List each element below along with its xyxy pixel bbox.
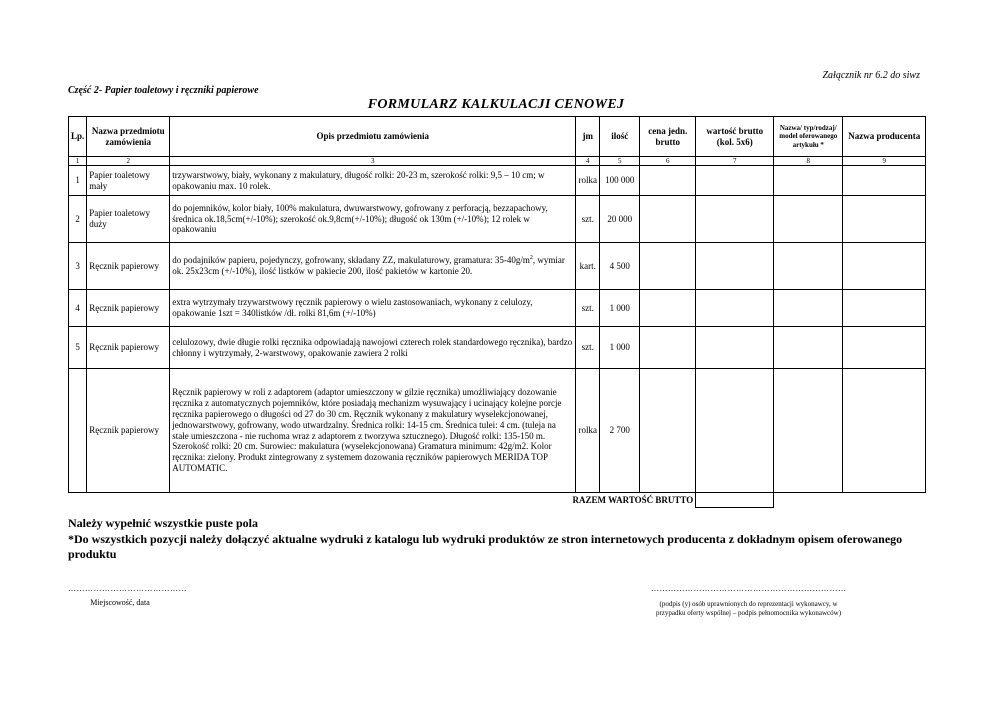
- table-row: [69, 196, 926, 243]
- gross-value-cell[interactable]: [696, 327, 774, 369]
- producer-cell[interactable]: [843, 166, 926, 196]
- unit-price-cell[interactable]: [640, 166, 696, 196]
- row-unit: szt.: [576, 290, 600, 327]
- description-text: do podajników papieru, pojedynczy, gofrowany, składany ZZ, makulaturowy, gramatura: 35-40g/m: [172, 255, 530, 266]
- header-quantity: ilość: [600, 117, 640, 157]
- row-quantity: 4 500: [600, 243, 640, 290]
- row-unit: rolka: [576, 369, 600, 493]
- gross-value-cell[interactable]: [696, 243, 774, 290]
- column-number: 3: [170, 157, 576, 166]
- place-date-line[interactable]: ……………………………………: [68, 584, 187, 593]
- row-description: do pojemników, kolor biały, 100% makulatura, dwuwarstwowy, gofrowany z perforacją, bezzapachowy, średnica ok.18,5cm(+/-10%); szerokość ok.9,8cm(+/-10%); długość ok 130m (+/-10%); 12 rolek w opakowaniu: [170, 196, 576, 243]
- row-description: extra wytrzymały trzywarstwowy ręcznik papierowy o wielu zastosowaniach, wykonany z celulozy, opakowanie 1szt = 340listków /dł. rolki 81,6m (+/-10%): [170, 290, 576, 327]
- model-cell[interactable]: [774, 369, 843, 493]
- column-number: 4: [576, 157, 600, 166]
- row-lp: 5: [69, 327, 87, 369]
- part-title: Część 2- Papier toaletowy i ręczniki papierowe: [68, 85, 259, 96]
- attachment-note: *Do wszystkich pozycji należy dołączyć aktualne wydruki z katalogu lub wydruki produktów ze stron internetowych producenta z dokładnym opisem oferowanego produktu: [68, 532, 903, 561]
- row-unit: szt.: [576, 196, 600, 243]
- unit-price-cell[interactable]: [640, 196, 696, 243]
- table-row: [69, 369, 926, 493]
- unit-price-cell[interactable]: [640, 243, 696, 290]
- header-producer: Nazwa producenta: [843, 117, 926, 157]
- header-unit-price: cena jedn. brutto: [640, 117, 696, 157]
- column-number: 8: [774, 157, 843, 166]
- signature-label: (podpis (y) osób uprawnionych do reprezentacji wykonawcy, w przypadku oferty wspólnej – podpis pełnomocnika wykonawców): [655, 600, 842, 617]
- row-item-name: Ręcznik papierowy: [87, 327, 170, 369]
- row-item-name: Papier toaletowy duży: [87, 196, 170, 243]
- row-quantity: 1 000: [600, 327, 640, 369]
- annex-label: Załącznik nr 6.2 do siwz: [822, 70, 920, 81]
- row-item-name: Ręcznik papierowy: [87, 243, 170, 290]
- model-cell[interactable]: [774, 290, 843, 327]
- table-row: [69, 327, 926, 369]
- header-item-name: Nazwa przedmiotu zamówienia: [87, 117, 170, 157]
- header-description: Opis przedmiotu zamówienia: [170, 117, 576, 157]
- header-model: Nazwa/ typ/rodzaj/ model oferowanego artykułu *: [774, 117, 843, 157]
- column-number: 2: [87, 157, 170, 166]
- row-lp: 1: [69, 166, 87, 196]
- place-date-label: Miejscowość, data: [90, 598, 150, 607]
- empty-cell: [843, 493, 926, 508]
- header-gross-value: wartość brutto (kol. 5x6): [696, 117, 774, 157]
- gross-value-cell[interactable]: [696, 290, 774, 327]
- table-row: [69, 290, 926, 327]
- column-number: 7: [696, 157, 774, 166]
- total-label: RAZEM WARTOŚĆ BRUTTO: [69, 493, 696, 508]
- producer-cell[interactable]: [843, 290, 926, 327]
- model-cell[interactable]: [774, 166, 843, 196]
- row-description: celulozowy, dwie długie rolki ręcznika odpowiadają nawojowi czterech rolek standardowego ręcznika), bardzo chłonny i wytrzymały, 2-warstwowy, opakowanie zawiera 2 rolki: [170, 327, 576, 369]
- form-title: FORMULARZ KALKULACJI CENOWEJ: [367, 97, 625, 112]
- row-item-name: Ręcznik papierowy: [87, 369, 170, 493]
- row-quantity: 1 000: [600, 290, 640, 327]
- unit-price-cell[interactable]: [640, 327, 696, 369]
- column-number: 1: [69, 157, 87, 166]
- model-cell[interactable]: [774, 196, 843, 243]
- fill-all-fields-note: Należy wypełnić wszystkie puste pola: [68, 516, 258, 530]
- column-number: 9: [843, 157, 926, 166]
- row-lp: 3: [69, 243, 87, 290]
- table-row: [69, 166, 926, 196]
- model-cell[interactable]: [774, 243, 843, 290]
- column-number-row: [69, 157, 926, 166]
- empty-cell: [774, 493, 843, 508]
- row-lp: [69, 369, 87, 493]
- total-value-cell[interactable]: [696, 493, 774, 508]
- producer-cell[interactable]: [843, 327, 926, 369]
- gross-value-cell[interactable]: [696, 369, 774, 493]
- superscript: 2: [529, 255, 533, 262]
- column-number: 5: [600, 157, 640, 166]
- row-quantity: 20 000: [600, 196, 640, 243]
- row-unit: rolka: [576, 166, 600, 196]
- table-header-row: [69, 117, 926, 157]
- row-item-name: Ręcznik papierowy: [87, 290, 170, 327]
- row-lp: 4: [69, 290, 87, 327]
- gross-value-cell[interactable]: [696, 166, 774, 196]
- unit-price-cell[interactable]: [640, 369, 696, 493]
- row-unit: kart.: [576, 243, 600, 290]
- producer-cell[interactable]: [843, 243, 926, 290]
- model-cell[interactable]: [774, 327, 843, 369]
- row-quantity: 2 700: [600, 369, 640, 493]
- row-description: trzywarstwowy, biały, wykonany z makulatury, długość rolki: 20-23 m, szerokość rolki: 9,5 – 10 cm; w opakowaniu max. 10 rolek.: [170, 166, 576, 196]
- gross-value-cell[interactable]: [696, 196, 774, 243]
- row-quantity: 100 000: [600, 166, 640, 196]
- row-description: [170, 243, 576, 290]
- price-calculation-table: [68, 116, 926, 508]
- description-text: , wymiar ok. 25x23cm (+/-10%), ilość listków w pakiecie 200, ilość pakietów w kartonie 20.: [172, 255, 565, 276]
- row-description: Ręcznik papierowy w roli z adaptorem (adaptor umieszczony w gilzie ręcznika) umożliwiający dozowanie ręcznika z automatycznych pojemników, które posiadają mechanizm wysuwający i ucinający kolejne porcje ręcznika papierowego o długości od 27 do 30 cm. Ręcznik wykonany z makulatury wyselekcjonowanej, jednowarstwowy, gofrowany, wodo utwardzalny. Średnica rolki: 14-15 cm. Średnica tulei: 4 cm. (tuleja na stałe umieszczona - nie ruchoma wraz z adaptorem z tworzywa sztucznego). Długość rolki: 135-150 m. Szerokość rolki: 20 cm. Surowiec: makulatura (wyselekcjonowana) Gramatura minimum: 42g/m2. Kolor ręcznika: zielony. Produkt zintegrowany z systemem dozowania ręczników papierowych MERIDA TOP AUTOMATIC.: [170, 369, 576, 493]
- producer-cell[interactable]: [843, 196, 926, 243]
- total-row: [69, 493, 926, 508]
- column-number: 6: [640, 157, 696, 166]
- header-lp: Lp.: [69, 117, 87, 157]
- unit-price-cell[interactable]: [640, 290, 696, 327]
- signature-line[interactable]: ……………………………………………………………: [651, 584, 847, 593]
- table-row: [69, 243, 926, 290]
- row-item-name: Papier toaletowy mały: [87, 166, 170, 196]
- header-unit: jm: [576, 117, 600, 157]
- row-unit: szt.: [576, 327, 600, 369]
- producer-cell[interactable]: [843, 369, 926, 493]
- row-lp: 2: [69, 196, 87, 243]
